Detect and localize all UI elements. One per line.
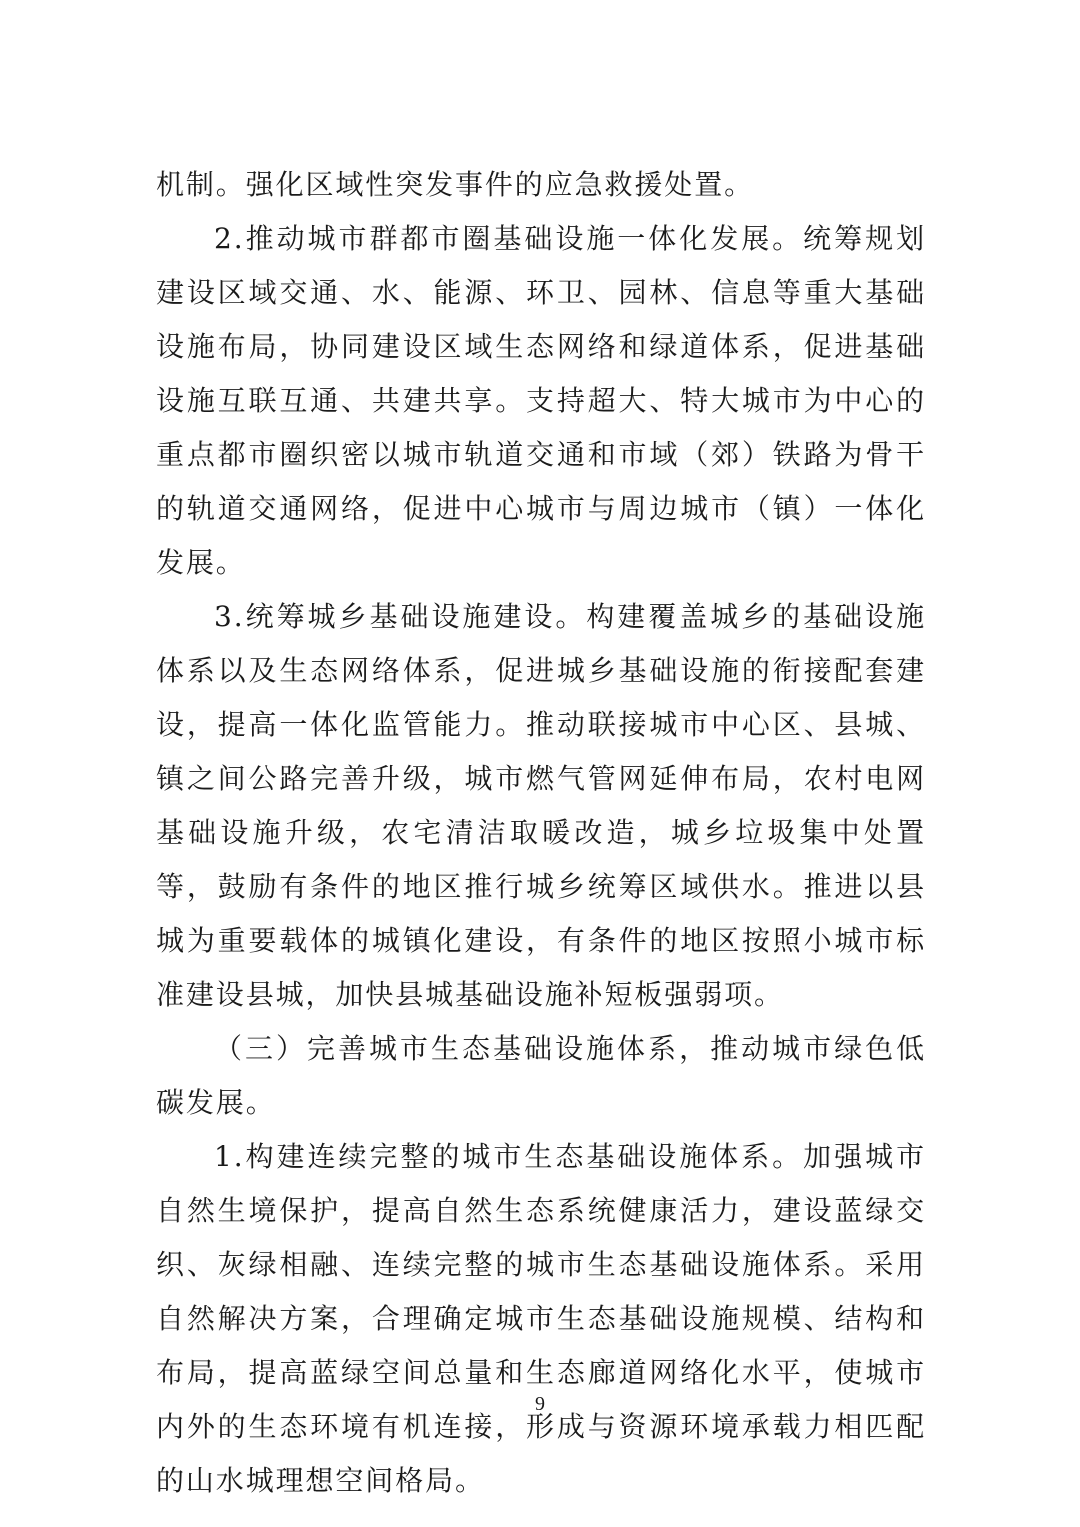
paragraph-continuation: 机制。强化区域性突发事件的应急救援处置。 [156, 168, 755, 201]
paragraph-item-2: 2.推动城市群都市圈基础设施一体化发展。统筹规划建设区域交通、水、能源、环卫、园林、信息等重大基础设施布局，协同建设区域生态网络和绿道体系，促进基础设施互联互通、共建共享。支持超大、特大城市为中心的重点都市圈织密以城市轨道交通和市域（郊）铁路为骨干的轨道交通网络，促进中心城市与周边城市（镇）一体化发展。 [156, 222, 926, 579]
page-number: 9 [535, 1393, 545, 1415]
body-text [156, 158, 926, 1508]
paragraph-item-1: 1.构建连续完整的城市生态基础设施体系。加强城市自然生境保护，提高自然生态系统健康活力，建设蓝绿交织、灰绿相融、连续完整的城市生态基础设施体系。采用自然解决方案，合理确定城市生态基础设施规模、结构和布局，提高蓝绿空间总量和生态廊道网络化水平，使城市内外的生态环境有机连接，形成与资源环境承载力相匹配的山水城理想空间格局。 [156, 1140, 926, 1497]
paragraph-item-3: 3.统筹城乡基础设施建设。构建覆盖城乡的基础设施体系以及生态网络体系，促进城乡基础设施的衔接配套建设，提高一体化监管能力。推动联接城市中心区、县城、镇之间公路完善升级，城市燃气管网延伸布局，农村电网基础设施升级，农宅清洁取暖改造，城乡垃圾集中处置等，鼓励有条件的地区推行城乡统筹区域供水。推进以县城为重要载体的城镇化建设，有条件的地区按照小城市标准建设县城，加快县城基础设施补短板强弱项。 [156, 600, 926, 1011]
section-heading-3: （三）完善城市生态基础设施体系，推动城市绿色低碳发展。 [156, 1032, 926, 1119]
